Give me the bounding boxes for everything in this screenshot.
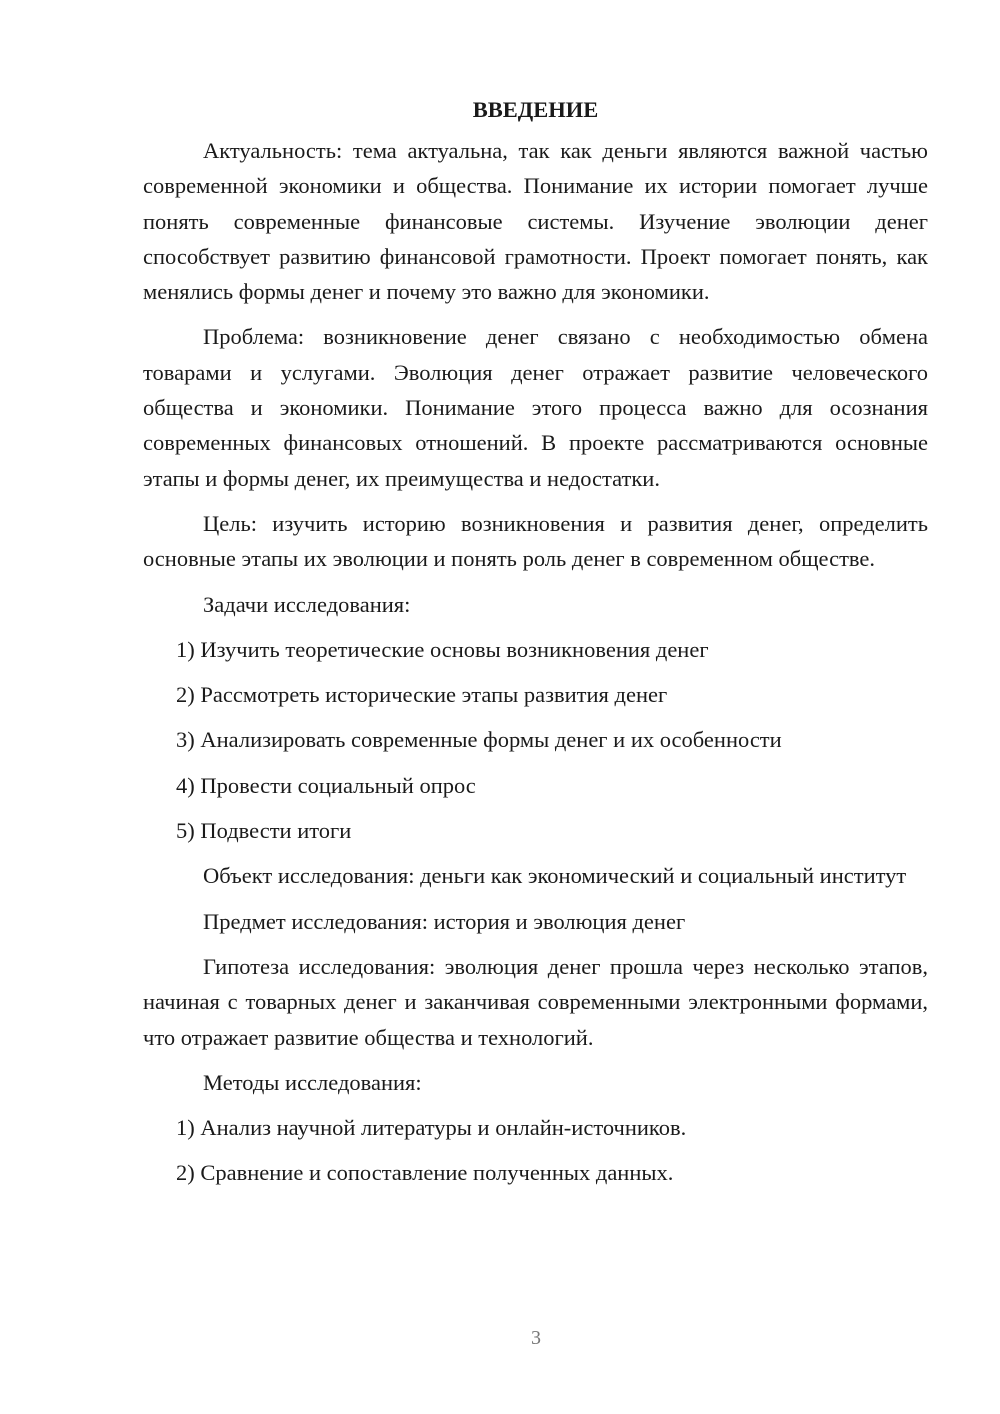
object-paragraph: Объект исследования: деньги как экономический и социальный институт <box>203 863 907 889</box>
task-item: 1) Изучить теоретические основы возникновения денег <box>176 636 709 662</box>
task-item: 2) Рассмотреть исторические этапы развития денег <box>176 682 668 708</box>
method-item: 2) Сравнение и сопоставление полученных данных. <box>176 1160 674 1186</box>
page-number: 3 <box>531 1327 541 1349</box>
relevance-paragraph: Актуальность: тема актуальна, так как деньги являются важной частью современной экономики и общества. Понимание их истории помогает лучше понять современные финансовые системы. Изучение эволюции денег способствует развитию финансовой грамотности. Проект помогает понять, как менялись формы денег и почему это важно для экономики. <box>143 138 928 305</box>
task-item: 5) Подвести итоги <box>176 818 352 844</box>
task-item: 3) Анализировать современные формы денег и их особенности <box>176 727 782 753</box>
document-page <box>143 92 928 1201</box>
hypothesis-paragraph: Гипотеза исследования: эволюция денег прошла через несколько этапов, начиная с товарных денег и заканчивая современными электронными формами, что отражает развитие общества и технологий. <box>143 953 928 1050</box>
subject-paragraph: Предмет исследования: история и эволюция денег <box>203 908 686 934</box>
goal-paragraph: Цель: изучить историю возникновения и развития денег, определить основные этапы их эволюции и понять роль денег в современном обществе. <box>143 510 928 572</box>
method-item: 1) Анализ научной литературы и онлайн-источников. <box>176 1115 687 1141</box>
page-title: ВВЕДЕНИЕ <box>472 97 599 122</box>
task-item: 4) Провести социальный опрос <box>176 772 476 798</box>
methods-title: Методы исследования: <box>203 1069 422 1095</box>
tasks-title: Задачи исследования: <box>203 591 411 617</box>
problem-paragraph: Проблема: возникновение денег связано с необходимостью обмена товарами и услугами. Эволюция денег отражает развитие человеческого общества и экономики. Понимание этого процесса важно для осознания современных финансовых отношений. В проекте рассматриваются основные этапы и формы денег, их преимущества и недостатки. <box>143 324 928 491</box>
